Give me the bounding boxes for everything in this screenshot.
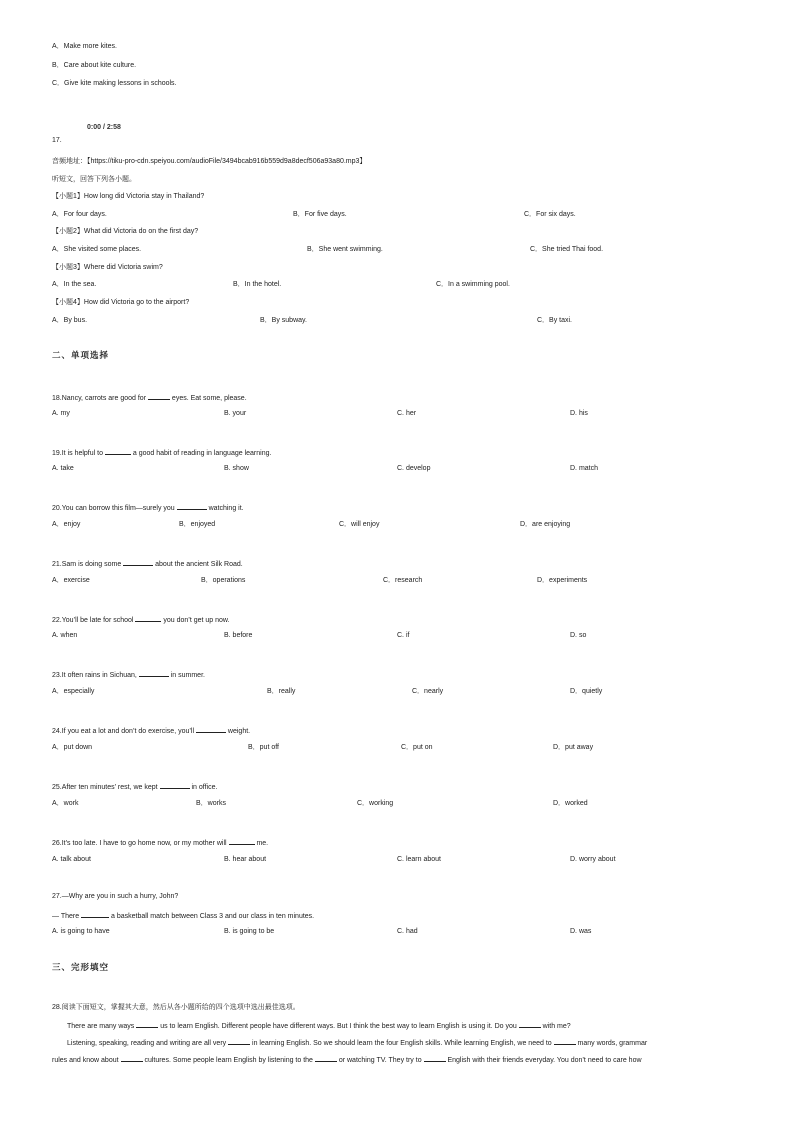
q17-sub3-option-c: C．In a swimming pool. [436, 281, 510, 288]
q17-sub1-option-a: A．For four days. [52, 211, 107, 218]
q26-option-c: C. learn about [397, 856, 441, 863]
q23-option-b: B．really [267, 688, 296, 695]
question-25 [52, 782, 217, 791]
q26-stem-start: 26.It’s too late. I have to go home now, or my mother will [52, 840, 229, 847]
q21-option-a: A．exercise [52, 577, 90, 584]
q17-sub3-question: 【小题3】Where did Victoria swim? [52, 264, 163, 271]
q21-blank [123, 559, 153, 566]
question-27-line2 [52, 911, 314, 920]
q22-stem-start: 22.You’ll be late for school [52, 617, 136, 624]
question-17-number: 17. [52, 137, 62, 144]
q16-option-b: B．Care about kite culture. [52, 62, 137, 69]
q20-option-b: B．enjoyed [179, 521, 216, 528]
q25-option-d: D．worked [553, 800, 588, 807]
q23-stem-start: 23.It often rains in Sichuan, [52, 672, 139, 679]
q19-option-b: B. show [224, 465, 249, 472]
q28-blank-6 [315, 1055, 337, 1062]
q21-stem-end: about the ancient Silk Road. [153, 561, 243, 568]
q17-sub1-option-b: B．For five days. [293, 211, 347, 218]
q24-option-b: B．put off [248, 744, 280, 751]
q20-stem-end: watching it. [206, 505, 244, 512]
q28-p3-text-4: English with their friends everyday. You don’t need to care how [445, 1057, 642, 1064]
q17-sub3-option-a: A．In the sea. [52, 281, 97, 288]
q24-blank [196, 726, 226, 733]
q17-sub3-option-b: B．In the hotel. [233, 281, 282, 288]
question-27-line1: 27.—Why are you in such a hurry, John? [52, 893, 179, 900]
q27-stem-end: a basketball match between Class 3 and our class in ten minutes. [109, 913, 315, 920]
q28-paragraph-3 [52, 1055, 642, 1064]
q24-stem-end: weight. [225, 728, 251, 735]
q27-option-b: B. is going to be [224, 928, 275, 935]
q25-blank [160, 782, 190, 789]
section-3-title: 三、完形填空 [52, 962, 110, 972]
q17-sub1-question: 【小题1】How long did Victoria stay in Thailand? [52, 193, 205, 200]
q28-blank-1 [136, 1021, 158, 1028]
q25-option-a: A．work [52, 800, 79, 807]
q21-option-c: C．research [383, 577, 423, 584]
q25-stem-start: 25.After ten minutes’ rest, we kept [52, 784, 160, 791]
q24-option-c: C．put on [401, 744, 433, 751]
q27-stem-start: — There [52, 913, 82, 920]
q20-option-d: D．are enjoying [520, 521, 571, 528]
q28-p3-text-1: rules and know about [52, 1057, 121, 1064]
q17-sub2-question: 【小题2】What did Victoria do on the first day? [52, 228, 199, 235]
q28-p2-text-3: many words, grammar [575, 1040, 648, 1047]
q28-blank-3 [228, 1038, 250, 1045]
q28-paragraph-2 [67, 1038, 647, 1047]
q22-option-a: A. when [52, 632, 78, 639]
section-2-title: 二、单项选择 [52, 350, 110, 360]
q28-instruction: 28.阅读下面短文，掌握其大意，然后从各小题所给的四个选项中选出最佳选项。 [52, 1004, 300, 1011]
q25-stem-end: in office. [189, 784, 218, 791]
q19-option-c: C. develop [397, 465, 431, 472]
q28-p1-text-2: us to learn English. Different people have different ways. But I think the best way to learn English is using it. Do you [158, 1023, 519, 1030]
q27-option-d: D. was [570, 928, 592, 935]
q23-option-d: D．quietly [570, 688, 603, 695]
q24-option-d: D．put away [553, 744, 594, 751]
q16-option-a: A．Make more kites. [52, 43, 117, 50]
q26-option-b: B. hear about [224, 856, 267, 863]
q18-stem-start: 18.Nancy, carrots are good for [52, 395, 148, 402]
q27-option-c: C. had [397, 928, 418, 935]
q28-p1-text-3: with me? [540, 1023, 571, 1030]
question-24 [52, 726, 250, 735]
q26-blank [229, 838, 255, 845]
q26-stem-end: me. [254, 840, 269, 847]
audio-url: 音频地址：【https://tiku-pro-cdn.speiyou.com/audioFile/3494bcab916b559d9a8decf506a93a80.mp3】 [52, 158, 367, 165]
q27-option-a: A. is going to have [52, 928, 110, 935]
q23-stem-end: in summer. [168, 672, 205, 679]
question-22 [52, 615, 230, 624]
q18-blank [148, 393, 170, 400]
q23-option-c: C．nearly [412, 688, 444, 695]
q24-stem-start: 24.If you eat a lot and don’t do exercise, you’ll [52, 728, 196, 735]
q28-p3-text-3: or watching TV. They try to [336, 1057, 424, 1064]
q18-option-c: C. her [397, 410, 417, 417]
q26-option-a: A. talk about [52, 856, 91, 863]
q25-option-c: C．working [357, 800, 394, 807]
q28-paragraph-1 [67, 1021, 571, 1030]
q22-option-b: B. before [224, 632, 253, 639]
q26-option-d: D. worry about [570, 856, 616, 863]
q19-blank [105, 448, 131, 455]
q27-blank [81, 911, 109, 918]
q17-instruction: 听短文，回答下列各小题。 [52, 176, 136, 183]
q17-sub4-option-c: C．By taxi. [537, 317, 573, 324]
q22-blank [135, 615, 161, 622]
q20-option-c: C．will enjoy [339, 521, 380, 528]
question-26 [52, 838, 268, 847]
q17-sub2-option-a: A．She visited some places. [52, 246, 142, 253]
q17-sub4-option-b: B．By subway. [260, 317, 307, 324]
q28-blank-7 [424, 1055, 446, 1062]
q17-sub1-option-c: C．For six days. [524, 211, 576, 218]
q17-sub4-option-a: A．By bus. [52, 317, 88, 324]
q23-blank [139, 670, 169, 677]
q28-blank-5 [121, 1055, 143, 1062]
q18-stem-end: eyes. Eat some, please. [169, 395, 247, 402]
question-23 [52, 670, 205, 679]
q18-option-b: B. your [224, 410, 247, 417]
audio-player-time[interactable]: 0:00 / 2:58 [87, 124, 121, 131]
q21-option-b: B．operations [201, 577, 246, 584]
q20-option-a: A．enjoy [52, 521, 81, 528]
question-20 [52, 503, 244, 512]
question-21 [52, 559, 243, 568]
q28-p1-text-1: There are many ways [67, 1023, 137, 1030]
q19-stem-end: a good habit of reading in language learning. [130, 450, 272, 457]
q23-option-a: A．especially [52, 688, 95, 695]
q19-option-d: D. match [570, 465, 599, 472]
q20-stem-start: 20.You can borrow this film—surely you [52, 505, 177, 512]
q28-blank-4 [554, 1038, 576, 1045]
q16-option-c: C．Give kite making lessons in schools. [52, 80, 177, 87]
q17-sub2-option-c: C．She tried Thai food. [530, 246, 604, 253]
q28-blank-2 [519, 1021, 541, 1028]
q18-option-d: D. his [570, 410, 588, 417]
q25-option-b: B．works [196, 800, 226, 807]
q19-option-a: A. take [52, 465, 74, 472]
q17-sub2-option-b: B．She went swimming. [307, 246, 383, 253]
q28-p2-text-1: Listening, speaking, reading and writing are all very [67, 1040, 229, 1047]
q28-p2-text-2: in learning English. So we should learn the four English skills. While learning English, we need to [250, 1040, 554, 1047]
q20-blank [177, 503, 207, 510]
q22-stem-end: you don’t get up now. [161, 617, 230, 624]
question-19 [52, 448, 271, 457]
q28-p3-text-2: cultures. Some people learn English by listening to the [142, 1057, 315, 1064]
question-18 [52, 393, 247, 402]
q22-option-c: C. if [397, 632, 410, 639]
q22-option-d: D. so [570, 632, 587, 639]
q17-sub4-question: 【小题4】How did Victoria go to the airport? [52, 299, 190, 306]
q24-option-a: A．put down [52, 744, 93, 751]
q21-option-d: D．experiments [537, 577, 588, 584]
q19-stem-start: 19.It is helpful to [52, 450, 105, 457]
q21-stem-start: 21.Sam is doing some [52, 561, 124, 568]
q18-option-a: A. my [52, 410, 70, 417]
